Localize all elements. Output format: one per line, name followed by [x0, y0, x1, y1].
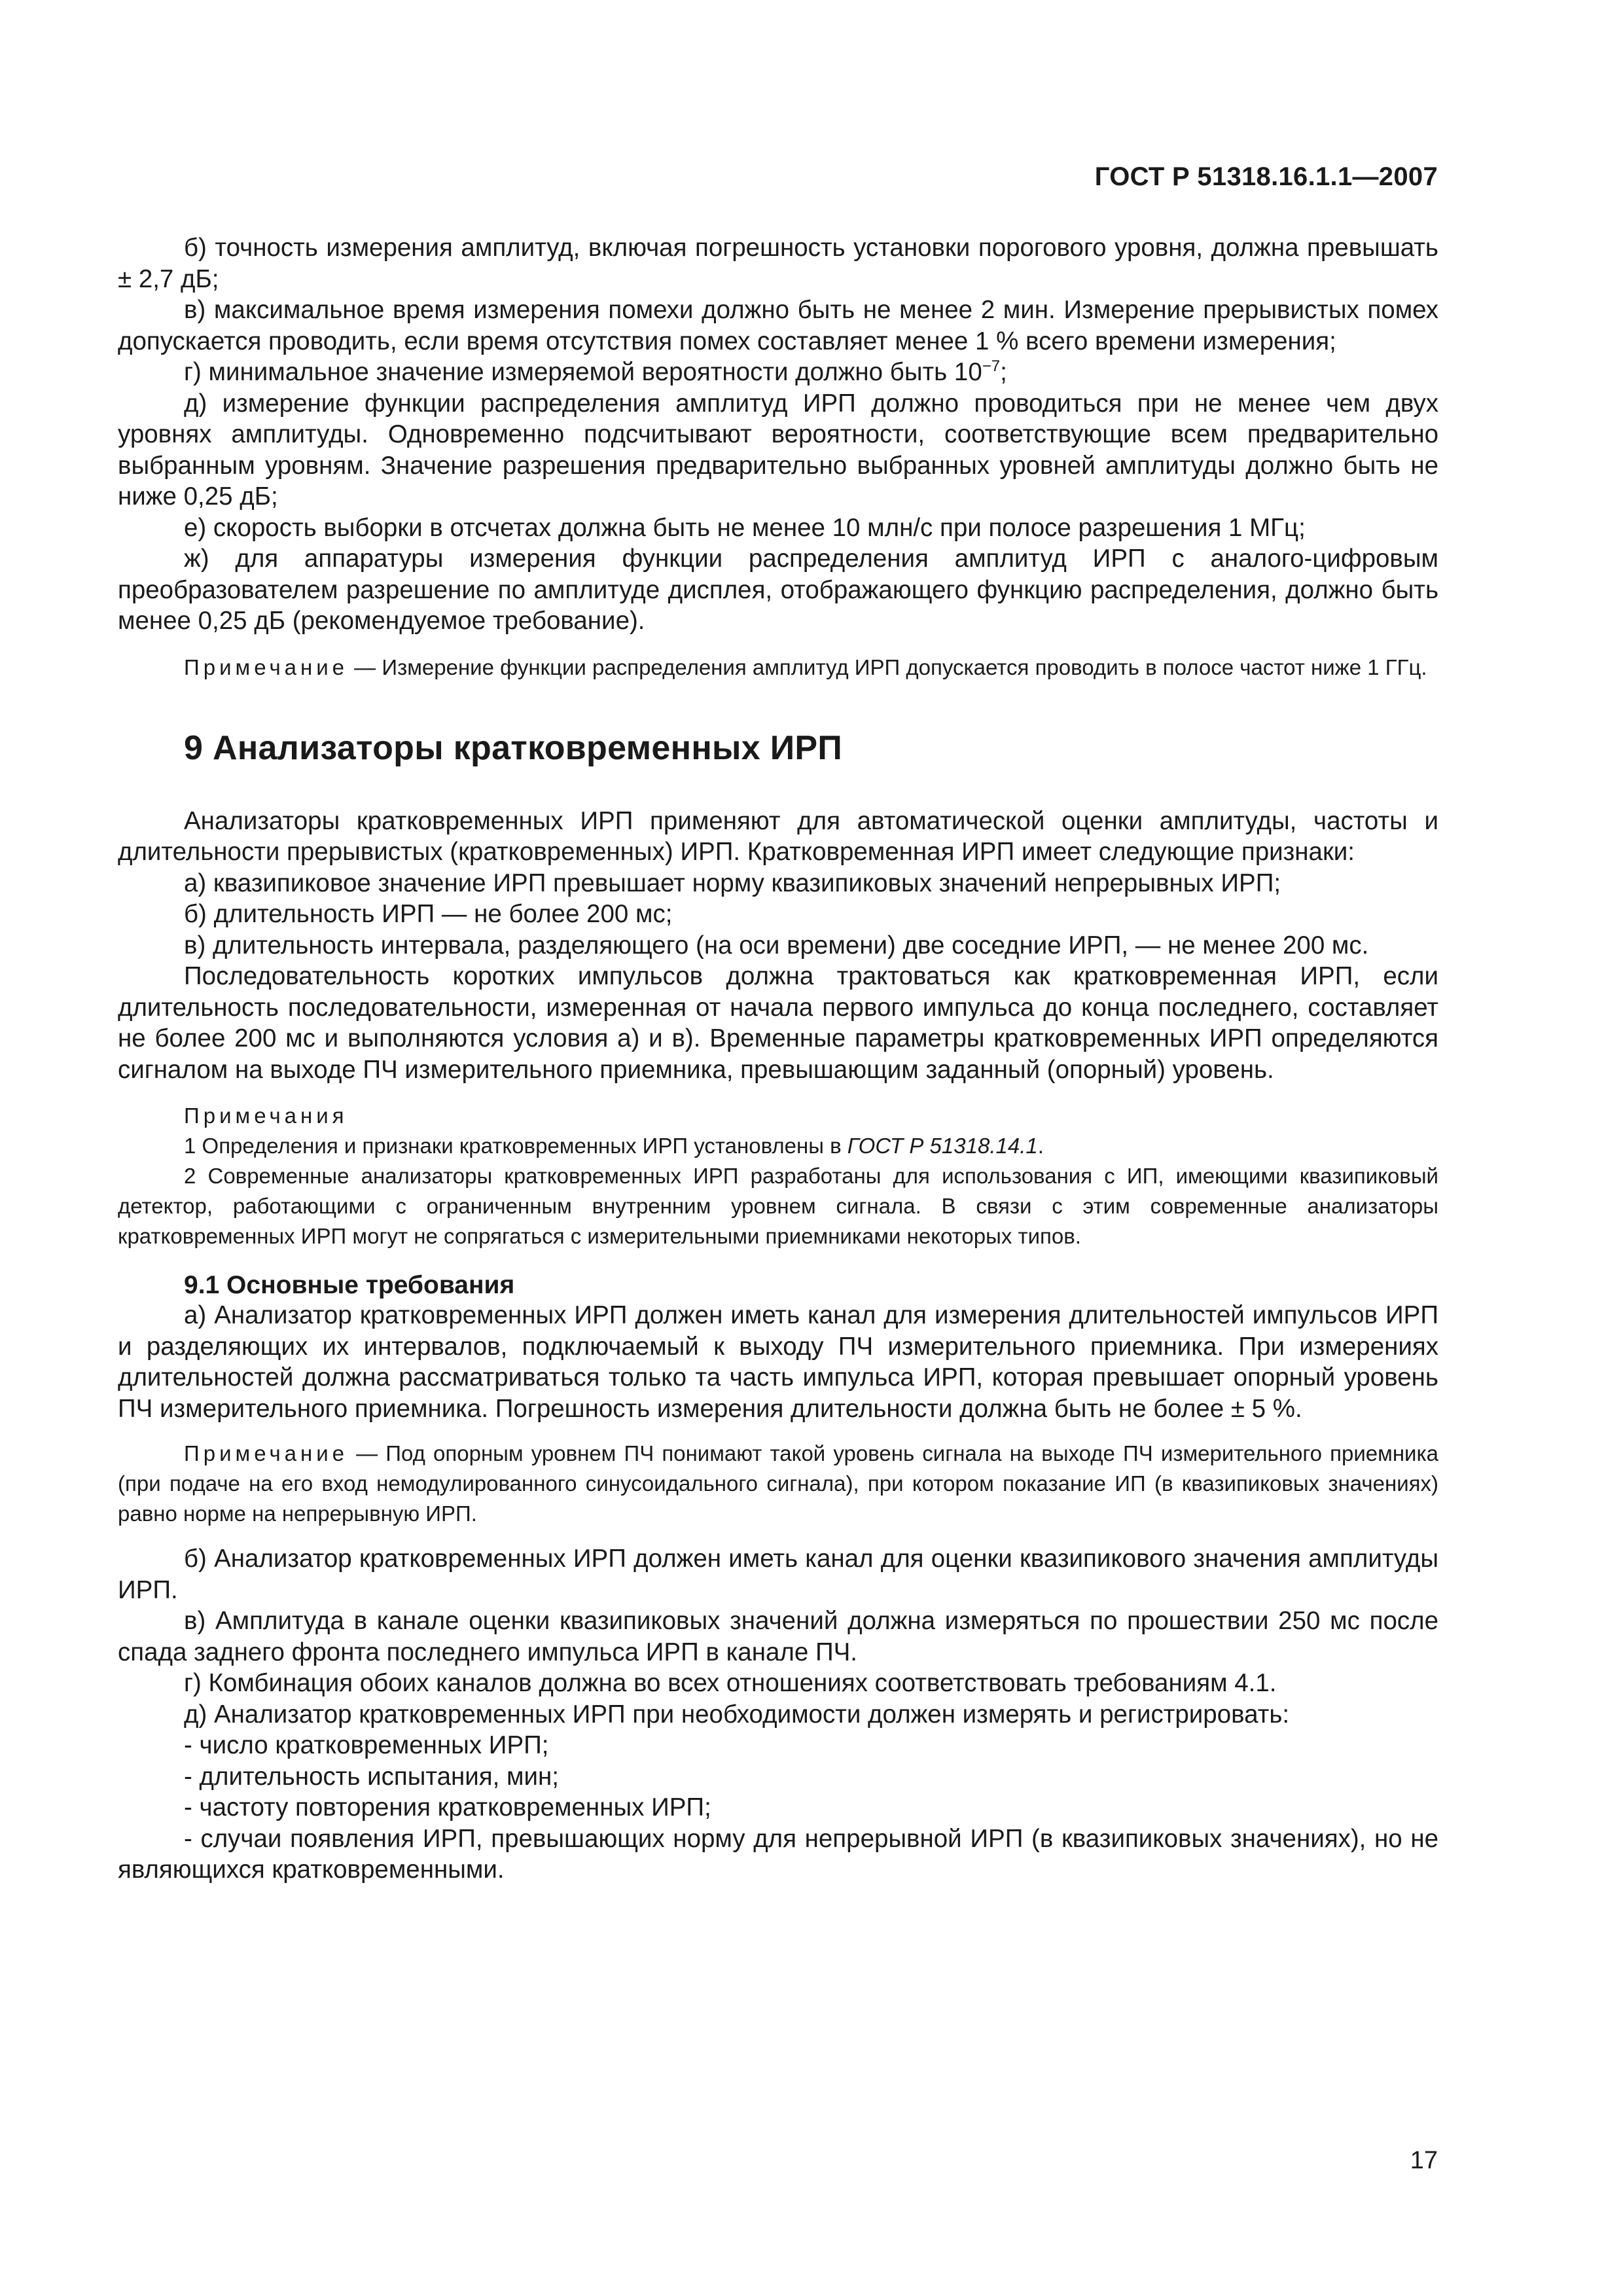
page-content: [118, 232, 1438, 1886]
section-9-heading: 9 Анализаторы кратковременных ИРП: [184, 728, 843, 767]
intro-item-g-text: г) минимальное значение измеряемой вероятности должно быть 10: [184, 358, 982, 386]
section-9-paragraph-1: Анализаторы кратковременных ИРП применяют для автоматической оценки амплитуды, частоты и длительности прерывистых (кратковременных) ИРП. Кратковременная ИРП имеет следующие признаки:: [118, 806, 1438, 866]
intro-item-e: е) скорость выборки в отсчетах должна быть не менее 10 млн/с при полосе разрешения 1 МГц;: [184, 513, 1306, 542]
list-item: - случаи появления ИРП, превышающих норму для непрерывной ИРП (в квазипиковых значениях), но не являющихся кратковременными.: [118, 1824, 1438, 1884]
note-text: — Измерение функции распределения амплитуд ИРП допускается проводить в полосе частот ниже 1 ГГц.: [348, 655, 1427, 679]
intro-item-d: д) измерение функции распределения амплитуд ИРП должно проводиться при не менее чем двух уровнях амплитуды. Одновременно подсчитывают вероятности, соответствующие всем предварительно выбранным уровням. Значение разрешения предварительно выбранных уровней амплитуды должно быть не ниже 0,25 дБ;: [118, 389, 1438, 511]
section-9-1-item-a: а) Анализатор кратковременных ИРП должен иметь канал для измерения длительностей импульсов ИРП и разделяющих их интервалов, подключаемый к выходу ПЧ измерительного приемника. При измерениях длительностей должна рассматриваться только та часть импульса ИРП, которая превышает опорный уровень ПЧ измерительного приемника. Погрешность измерения длительности должна быть не более ± 5 %.: [118, 1301, 1438, 1423]
intro-item-v: в) максимальное время измерения помехи должно быть не менее 2 мин. Измерение прерывистых помех допускается проводить, если время отсутствия помех составляет менее 1 % всего времени измерения;: [118, 296, 1438, 355]
section-9-paragraph-2: Последовательность коротких импульсов должна трактоваться как кратковременная ИРП, если длительность последовательности, измеренная от начала первого импульса до конца последнего, составляет не более 200 мс и выполняются условия а) и в). Временные параметры кратковременных ИРП определяются сигналом на выходе ПЧ измерительного приемника, превышающим заданный (опорный) уровень.: [118, 962, 1438, 1084]
section-9-1-note-text: — Под опорным уровнем ПЧ понимают такой уровень сигнала на выходе ПЧ измерительного приемника (при подаче на его вход немодулированного синусоидального сигнала), при котором показание ИП (в квазипиковых значениях) равно норме на непрерывную ИРП.: [118, 1441, 1438, 1526]
section-9-item-a: а) квазипиковое значение ИРП превышает норму квазипиковых значений непрерывных ИРП;: [184, 869, 1281, 897]
section-9-notes-label: [118, 1101, 1438, 1131]
section-9-1-item-v: в) Амплитуда в канале оценки квазипиковых значений должна измеряться по прошествии 250 мс после спада заднего фронта последнего импульса ИРП в канале ПЧ.: [118, 1607, 1438, 1666]
note-1-prefix: 1 Определения и признаки кратковременных ИРП установлены в: [184, 1134, 847, 1158]
section-9-item-b: б) длительность ИРП — не более 200 мс;: [184, 900, 673, 928]
note-1-suffix: .: [1037, 1134, 1044, 1158]
section-9-note-1: [118, 1131, 1438, 1161]
notes-label: Примечания: [184, 1103, 348, 1128]
section-9-1-note-label: Примечание: [184, 1441, 349, 1465]
intro-item-b: б) точность измерения амплитуд, включая погрешность установки порогового уровня, должна превышать ± 2,7 дБ;: [118, 234, 1438, 293]
intro-item-zh: ж) для аппаратуры измерения функции распределения амплитуд ИРП с аналого-цифровым преобразователем разрешение по амплитуде дисплея, отображающего функцию распределения, должно быть менее 0,25 дБ (рекомендуемое требование).: [118, 545, 1438, 635]
note-1-reference: ГОСТ Р 51318.14.1: [847, 1134, 1038, 1158]
section-9-1-item-g: г) Комбинация обоих каналов должна во всех отношениях соответствовать требованиям 4.1.: [184, 1669, 1277, 1697]
section-9-1-item-d: д) Анализатор кратковременных ИРП при необходимости должен измерять и регистрировать:: [184, 1700, 1290, 1729]
document-header: ГОСТ Р 51318.16.1.1—2007: [1094, 162, 1438, 191]
list-item: - частоту повторения кратковременных ИРП;: [184, 1793, 711, 1821]
note-amplitude-distribution: [118, 653, 1438, 683]
intro-item-g: [118, 357, 1438, 388]
list-item: - длительность испытания, мин;: [184, 1762, 559, 1791]
intro-item-g-exponent: −7: [982, 357, 1001, 376]
section-9-note-2: 2 Современные анализаторы кратковременных ИРП разработаны для использования с ИП, имеющими квазипиковый детектор, работающими с ограниченным внутренним уровнем сигнала. В связи с этим современные анализаторы кратковременных ИРП могут не сопрягаться с измерительными приемниками некоторых типов.: [118, 1164, 1438, 1248]
intro-item-g-tail: ;: [1000, 358, 1007, 386]
section-9-1-heading: 9.1 Основные требования: [184, 1271, 515, 1299]
section-9-item-v: в) длительность интервала, разделяющего (на оси времени) две соседние ИРП, — не менее 200 мс.: [184, 931, 1369, 960]
page-number: 17: [1410, 2147, 1438, 2174]
section-9-1-item-b: б) Анализатор кратковременных ИРП должен иметь канал для оценки квазипикового значения амплитуды ИРП.: [118, 1545, 1438, 1604]
section-9-1-note: [118, 1439, 1438, 1529]
note-label: Примечание: [184, 655, 349, 679]
list-item: - число кратковременных ИРП;: [184, 1731, 549, 1759]
